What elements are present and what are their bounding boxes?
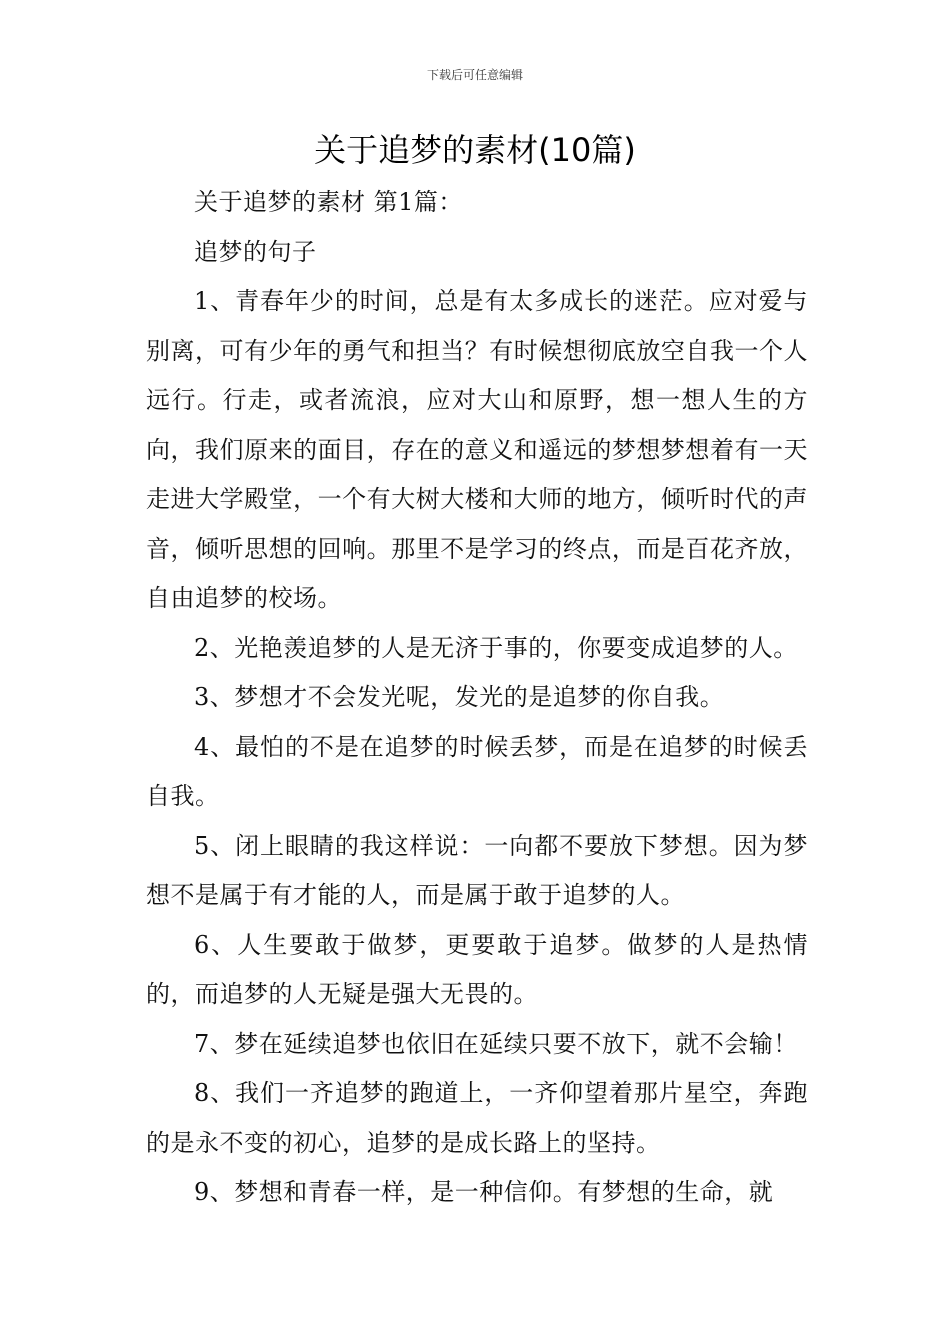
quote-item-2: 2、光艳羡追梦的人是无济于事的，你要变成追梦的人。 xyxy=(194,633,798,662)
document-body xyxy=(146,178,808,1218)
quote-item-4: 4、最怕的不是在追梦的时候丢梦，而是在追梦的时候丢自我。 xyxy=(146,732,808,810)
subsection-heading: 追梦的句子 xyxy=(194,237,317,266)
quote-item-7: 7、梦在延续追梦也依旧在延续只要不放下，就不会输！ xyxy=(194,1029,798,1058)
quote-item-8: 8、我们一齐追梦的跑道上，一齐仰望着那片星空，奔跑的是永不变的初心，追梦的是成长路上的坚持。 xyxy=(146,1079,808,1157)
section-heading: 关于追梦的素材 第1篇： xyxy=(194,188,463,216)
quote-item-3: 3、梦想才不会发光呢，发光的是追梦的你自我。 xyxy=(194,683,725,711)
document-title: 关于追梦的素材(10篇) xyxy=(314,131,636,169)
quote-item-1: 1、青春年少的时间，总是有太多成长的迷茫。应对爱与别离，可有少年的勇气和担当？有时候想彻底放空自我一个人远行。行走，或者流浪，应对大山和原野，想一想人生的方向，我们原来的面目，存在的意义和遥远的梦想梦想着有一天走进大学殿堂，一个有大树大楼和大师的地方，倾听时代的声音，倾听思想的回响。那里不是学习的终点，而是百花齐放，自由追梦的校场。 xyxy=(146,287,808,612)
quote-item-6: 6、人生要敢于做梦，更要敢于追梦。做梦的人是热情的，而追梦的人无疑是强大无畏的。 xyxy=(146,930,808,1008)
quote-item-5: 5、闭上眼睛的我这样说：一向都不要放下梦想。因为梦想不是属于有才能的人，而是属于敢于追梦的人。 xyxy=(146,831,808,909)
quote-item-9: 9、梦想和青春一样，是一种信仰。有梦想的生命，就 xyxy=(194,1178,774,1206)
page-header-note: 下载后可任意编辑 xyxy=(426,68,523,82)
